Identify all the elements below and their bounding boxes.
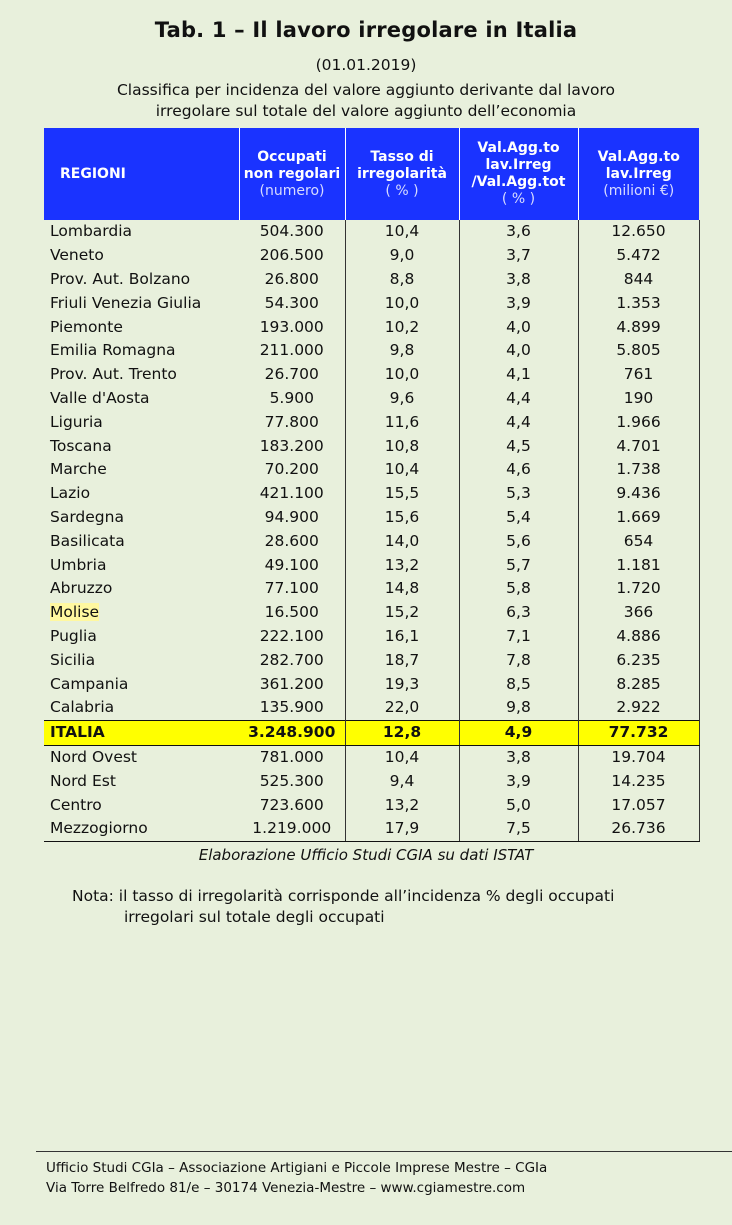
value-cell: 844 [578, 268, 699, 292]
value-cell: 366 [578, 601, 699, 625]
region-name-cell: Lombardia [50, 222, 133, 241]
value-cell: 10,4 [345, 745, 459, 769]
value-cell: 5,8 [459, 577, 578, 601]
value-cell: 8,5 [459, 672, 578, 696]
value-cell: 14,8 [345, 577, 459, 601]
value-cell: 1.353 [578, 291, 699, 315]
value-cell: 206.500 [239, 244, 345, 268]
value-cell: 4,9 [459, 720, 578, 745]
value-cell: 7,1 [459, 625, 578, 649]
value-cell: 4,1 [459, 363, 578, 387]
region-name-cell: Sicilia [50, 650, 96, 669]
value-cell: 1.669 [578, 506, 699, 530]
table-row [44, 648, 699, 672]
footer-line-2: Via Torre Belfredo 81/e – 30174 Venezia-Mestre – www.cgiamestre.com [46, 1180, 526, 1196]
region-name-cell: ITALIA [44, 720, 239, 745]
value-cell: 16,1 [345, 625, 459, 649]
value-cell: 49.100 [239, 553, 345, 577]
value-cell: 15,6 [345, 506, 459, 530]
region-name-cell: Puglia [50, 626, 97, 645]
value-cell: 19,3 [345, 672, 459, 696]
value-cell: 26.736 [578, 817, 699, 841]
table-date: (01.01.2019) [315, 56, 417, 74]
value-cell: 22,0 [345, 696, 459, 720]
table-row [44, 672, 699, 696]
header-valore [578, 128, 699, 220]
value-cell: 16.500 [239, 601, 345, 625]
table-header-row [44, 128, 699, 220]
value-cell: 26.700 [239, 363, 345, 387]
value-cell: 10,2 [345, 315, 459, 339]
region-name-cell: Calabria [50, 698, 115, 717]
table-row [44, 458, 699, 482]
region-name-cell: Abruzzo [50, 579, 113, 598]
value-cell: 361.200 [239, 672, 345, 696]
value-cell: 15,2 [345, 601, 459, 625]
macro-area-row [44, 817, 699, 841]
table-row [44, 577, 699, 601]
table-row [44, 601, 699, 625]
header-incidenza-unit: ( % ) [501, 191, 536, 207]
value-cell: 10,4 [345, 220, 459, 244]
header-valore-unit: (milioni €) [603, 182, 675, 199]
region-name-cell: Toscana [50, 436, 112, 455]
table-row [44, 434, 699, 458]
region-name-cell: Umbria [50, 555, 107, 574]
value-cell: 11,6 [345, 410, 459, 434]
header-regioni: REGIONI [44, 128, 239, 220]
region-name-cell: Piemonte [50, 317, 123, 336]
region-name-cell: Mezzogiorno [44, 817, 239, 841]
value-cell: 3,9 [459, 291, 578, 315]
value-cell: 9,0 [345, 244, 459, 268]
value-cell: 28.600 [239, 529, 345, 553]
value-cell: 1.966 [578, 410, 699, 434]
value-cell: 14.235 [578, 769, 699, 793]
value-cell: 282.700 [239, 648, 345, 672]
table-row [44, 410, 699, 434]
value-cell: 6,3 [459, 601, 578, 625]
header-incidenza-label: Val.Agg.to lav.Irreg /Val.Agg.tot [471, 140, 566, 190]
subtitle-line-1: Classifica per incidenza del valore aggiunto derivante dal lavoro [116, 81, 615, 99]
value-cell: 70.200 [239, 458, 345, 482]
value-cell: 3,8 [459, 268, 578, 292]
value-cell: 781.000 [239, 745, 345, 769]
header-occupati [239, 128, 345, 220]
value-cell: 5,6 [459, 529, 578, 553]
value-cell: 5,4 [459, 506, 578, 530]
value-cell: 4,5 [459, 434, 578, 458]
footnote-line-1: Nota: il tasso di irregolarità corrisponde all’incidenza % degli occupati [72, 887, 615, 905]
value-cell: 4,0 [459, 315, 578, 339]
header-occupati-unit: (numero) [259, 182, 325, 199]
value-cell: 13,2 [345, 793, 459, 817]
macro-area-row [44, 745, 699, 769]
value-cell: 5,3 [459, 482, 578, 506]
value-cell: 5.472 [578, 244, 699, 268]
table-row [44, 482, 699, 506]
table-row [44, 625, 699, 649]
value-cell: 5.900 [239, 387, 345, 411]
value-cell: 77.732 [578, 720, 699, 745]
value-cell: 723.600 [239, 793, 345, 817]
value-cell: 17.057 [578, 793, 699, 817]
value-cell: 1.181 [578, 553, 699, 577]
table-subtitle [60, 80, 672, 122]
region-name-cell: Nord Ovest [50, 747, 138, 766]
region-name-cell: Liguria [50, 412, 103, 431]
value-cell: 94.900 [239, 506, 345, 530]
value-cell: 3.248.900 [239, 720, 345, 745]
value-cell: 3,9 [459, 769, 578, 793]
region-name-cell [44, 601, 239, 625]
value-cell: 1.720 [578, 577, 699, 601]
region-name-cell: Friuli Venezia Giulia [50, 293, 202, 312]
region-name-cell: Marche [50, 460, 107, 479]
value-cell: 761 [578, 363, 699, 387]
header-valore-label: Val.Agg.to lav.Irreg [597, 148, 680, 182]
value-cell: 6.235 [578, 648, 699, 672]
region-name-cell: Centro [50, 795, 102, 814]
value-cell: 10,0 [345, 363, 459, 387]
value-cell: 4.701 [578, 434, 699, 458]
table-row [44, 244, 699, 268]
value-cell: 654 [578, 529, 699, 553]
value-cell: 525.300 [239, 769, 345, 793]
table-row [44, 553, 699, 577]
value-cell: 77.100 [239, 577, 345, 601]
table-row [44, 339, 699, 363]
value-cell: 222.100 [239, 625, 345, 649]
value-cell: 13,2 [345, 553, 459, 577]
value-cell: 9,8 [459, 696, 578, 720]
page-title: Tab. 1 – Il lavoro irregolare in Italia [154, 18, 578, 42]
table-row [44, 529, 699, 553]
footer-divider [36, 1151, 732, 1152]
region-name-cell: Nord Est [50, 771, 116, 790]
highlighted-region-label: Molise [50, 603, 100, 622]
table-row [44, 268, 699, 292]
header-tasso [345, 128, 459, 220]
value-cell: 17,9 [345, 817, 459, 841]
table-row [44, 696, 699, 720]
macro-area-row [44, 793, 699, 817]
table-row [44, 387, 699, 411]
header-tasso-label: Tasso di irregolarità [357, 148, 447, 182]
table-row [44, 291, 699, 315]
macro-area-row [44, 769, 699, 793]
value-cell: 10,8 [345, 434, 459, 458]
footnote [72, 886, 692, 928]
value-cell: 9,8 [345, 339, 459, 363]
value-cell: 2.922 [578, 696, 699, 720]
value-cell: 19.704 [578, 745, 699, 769]
value-cell: 26.800 [239, 268, 345, 292]
region-name-cell: Sardegna [50, 507, 124, 526]
value-cell: 421.100 [239, 482, 345, 506]
value-cell: 10,4 [345, 458, 459, 482]
value-cell: 12,8 [345, 720, 459, 745]
value-cell: 9,6 [345, 387, 459, 411]
region-name-cell: Valle d'Aosta [50, 388, 150, 407]
value-cell: 14,0 [345, 529, 459, 553]
value-cell: 504.300 [239, 220, 345, 244]
value-cell: 3,8 [459, 745, 578, 769]
value-cell: 190 [578, 387, 699, 411]
value-cell: 9,4 [345, 769, 459, 793]
source-note: Elaborazione Ufficio Studi CGIA su dati ISTAT [198, 846, 534, 864]
region-name-cell: Veneto [50, 246, 104, 265]
value-cell: 211.000 [239, 339, 345, 363]
table-row [44, 315, 699, 339]
value-cell: 3,7 [459, 244, 578, 268]
subtitle-line-2: irregolare sul totale del valore aggiunto dell’economia [155, 102, 577, 120]
header-incidenza [459, 128, 578, 220]
value-cell: 54.300 [239, 291, 345, 315]
value-cell: 4,0 [459, 339, 578, 363]
value-cell: 5,7 [459, 553, 578, 577]
region-name-cell: Lazio [50, 484, 91, 503]
region-name-cell: Basilicata [50, 531, 125, 550]
value-cell: 5.805 [578, 339, 699, 363]
value-cell: 4,4 [459, 410, 578, 434]
table-row [44, 506, 699, 530]
value-cell: 3,6 [459, 220, 578, 244]
value-cell: 5,0 [459, 793, 578, 817]
region-name-cell: Emilia Romagna [50, 341, 176, 360]
value-cell: 193.000 [239, 315, 345, 339]
table-row [44, 363, 699, 387]
footnote-line-2: irregolari sul totale degli occupati [124, 908, 385, 926]
value-cell: 1.219.000 [239, 817, 345, 841]
value-cell: 8,8 [345, 268, 459, 292]
region-name-cell: Prov. Aut. Bolzano [50, 269, 191, 288]
value-cell: 4.899 [578, 315, 699, 339]
region-name-cell: Prov. Aut. Trento [50, 365, 177, 384]
value-cell: 12.650 [578, 220, 699, 244]
header-tasso-unit: ( % ) [385, 182, 419, 199]
value-cell: 183.200 [239, 434, 345, 458]
value-cell: 7,8 [459, 648, 578, 672]
value-cell: 4,4 [459, 387, 578, 411]
value-cell: 77.800 [239, 410, 345, 434]
italia-total-row [44, 720, 699, 745]
value-cell: 18,7 [345, 648, 459, 672]
region-name-cell: Campania [50, 674, 129, 693]
value-cell: 4,6 [459, 458, 578, 482]
table-body [44, 220, 699, 841]
value-cell: 7,5 [459, 817, 578, 841]
value-cell: 15,5 [345, 482, 459, 506]
page-footer [46, 1158, 547, 1198]
value-cell: 9.436 [578, 482, 699, 506]
table-row [44, 220, 699, 244]
value-cell: 10,0 [345, 291, 459, 315]
value-cell: 8.285 [578, 672, 699, 696]
value-cell: 4.886 [578, 625, 699, 649]
footer-line-1: Ufficio Studi CGIa – Associazione Artigiani e Piccole Imprese Mestre – CGIa [46, 1160, 548, 1176]
value-cell: 1.738 [578, 458, 699, 482]
data-table [44, 128, 700, 842]
header-occupati-label: Occupati non regolari [243, 148, 341, 182]
value-cell: 135.900 [239, 696, 345, 720]
